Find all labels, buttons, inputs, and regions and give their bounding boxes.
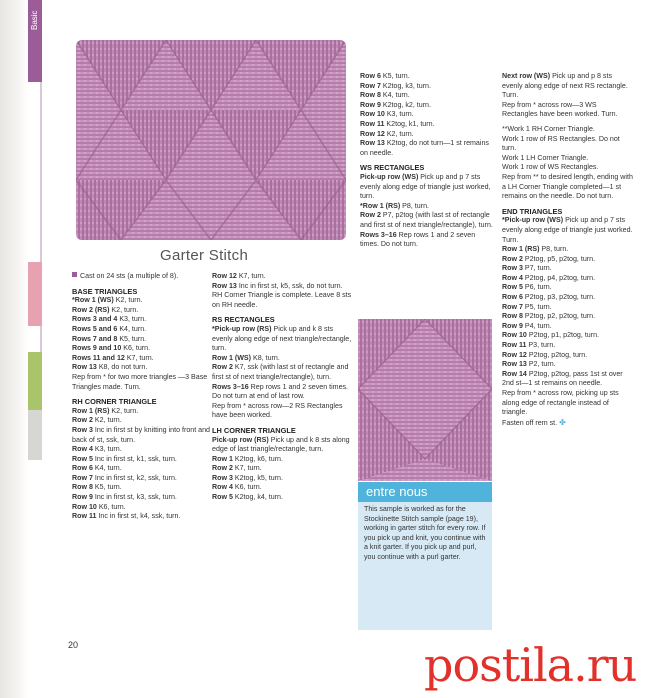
- row-label: Rows 3–16: [212, 382, 249, 391]
- instruction-row: [72, 296, 210, 306]
- instruction-row: [212, 455, 352, 465]
- section-heading: BASE TRIANGLES: [72, 286, 138, 296]
- rs-rectangle-rows: [212, 325, 352, 402]
- entre-nous-box: [358, 482, 492, 630]
- row-label: Rows 3 and 4: [72, 315, 118, 324]
- row-label: Rows 11 and 12: [72, 353, 125, 362]
- instruction-text: Rep from * for two more triangles —3 Base Triangles made. Turn.: [72, 372, 208, 391]
- row-text: P8, turn.: [539, 245, 569, 254]
- row-label: Row 5: [72, 454, 93, 463]
- row-text: K2tog, do not turn—1 st remains on needle.: [360, 139, 489, 157]
- row-label: Row 2: [360, 211, 381, 220]
- instruction-row: [72, 455, 210, 465]
- fasten-off-line: [502, 418, 634, 429]
- row-label: Rows 9 and 10: [72, 344, 122, 353]
- section-heading: RH CORNER TRIANGLE: [72, 397, 157, 407]
- instruction-row: [502, 274, 634, 284]
- section-heading: END TRIANGLES: [502, 206, 563, 216]
- row-text: K7, turn.: [232, 464, 262, 473]
- row-label: Row 3: [212, 473, 233, 482]
- instruction-row: [360, 72, 496, 82]
- row-label: Row 6: [72, 464, 93, 473]
- row-label: Row 7: [360, 81, 381, 90]
- section-heading: WS RECTANGLES: [360, 163, 425, 173]
- instruction-row: [502, 264, 634, 274]
- row-text: Pick up and k 8 sts evenly along edge of next triangle/rectangle, turn.: [212, 324, 352, 353]
- row-label: Row 11: [360, 119, 385, 128]
- watermark: postila.ru: [424, 638, 637, 692]
- row-label: Row 13: [212, 281, 237, 290]
- row-text: P6, turn.: [522, 283, 552, 292]
- instruction-text: Rep from * across row, picking up sts along edge of rectangle instead of triangle.: [502, 389, 619, 417]
- entre-nous-header: [358, 482, 492, 502]
- instruction-row: [72, 426, 210, 445]
- row-label: Row 13: [502, 360, 527, 369]
- instruction-row: [360, 91, 496, 101]
- instruction-row: [212, 354, 352, 364]
- column-3: [360, 72, 496, 250]
- instruction-row: [360, 120, 496, 130]
- instruction-row: [212, 272, 352, 282]
- row-label: Row 5: [502, 283, 523, 292]
- row-text: Rep rows 1 and 2 seven times. Do not turn.: [360, 230, 476, 249]
- instruction-text: Rep from * across row—2 RS Rectangles have been worked.: [212, 401, 343, 420]
- instruction-row: [360, 173, 496, 202]
- cast-on-line: [72, 272, 210, 282]
- instruction-line: Rep from ** to desired length, ending with a LH Corner Triangle completed—1 st remains on the needle. Do not turn.: [502, 172, 633, 201]
- row-text: Pick up and p 8 sts evenly along edge of next RS rectangle. Turn.: [502, 72, 628, 100]
- row-label: *Row 1 (WS): [72, 296, 114, 305]
- instruction-row: [502, 351, 634, 361]
- row-text: K2tog, k3, turn.: [380, 81, 431, 90]
- row-label: Row 2 (RS): [72, 305, 110, 314]
- instruction-row: [502, 370, 634, 389]
- instruction-line: Work 1 LH Corner Triangle.: [502, 153, 589, 162]
- instruction-row: [360, 101, 496, 111]
- row-text: K2tog, k2, turn.: [380, 100, 431, 109]
- row-label: Row 4: [212, 483, 233, 492]
- row-text: P2tog, p2, p2tog, turn.: [522, 312, 596, 321]
- row-label: *Pick-up row (WS): [502, 216, 564, 225]
- instruction-row: [502, 216, 634, 245]
- instruction-row: [360, 211, 496, 230]
- instruction-row: [72, 464, 210, 474]
- row-text: K8, do not turn.: [96, 363, 148, 372]
- section-tab-green: [28, 352, 42, 410]
- row-text: P2tog, p2tog, turn.: [526, 350, 588, 359]
- row-label: Row 10: [360, 110, 385, 119]
- row-label: Row 6: [360, 72, 381, 80]
- instruction-row: [72, 474, 210, 484]
- work-lines: [502, 125, 634, 202]
- row-text: Pick up and p 7 sts evenly along edge of triangle just worked. Turn.: [502, 216, 633, 244]
- instruction-row: [502, 341, 634, 351]
- row-label: Rows 7 and 8: [72, 334, 118, 343]
- row-label: Row 9: [72, 493, 93, 502]
- row-text: K2tog, k6, turn.: [232, 454, 283, 463]
- row-text: K7, ssk (with last st of rectangle and first st of next triangle/rectangle), turn.: [212, 363, 349, 381]
- row-text: P2tog, p2tog, pass 1st st over 2nd st—1 st remains on needle.: [502, 369, 623, 388]
- row-text: P3, turn.: [526, 341, 556, 350]
- row-label: Row 12: [502, 350, 527, 359]
- instruction-row: [502, 312, 634, 322]
- row-label: Row 5: [212, 493, 233, 502]
- row-label: Row 2: [212, 363, 233, 372]
- instruction-row: [502, 303, 634, 313]
- row-label: Row 9: [360, 100, 381, 109]
- row-label: Row 11: [502, 341, 527, 350]
- row-text: K2tog, k5, turn.: [232, 473, 283, 482]
- instruction-line: Work 1 row of RS Rectangles. Do not turn.: [502, 134, 620, 153]
- row-label: Row 13: [360, 139, 385, 148]
- instruction-row: [212, 383, 352, 402]
- row-text: Pick up and p 7 sts evenly along edge of triangle just worked, turn.: [360, 172, 491, 201]
- row-text: K2tog, k1, turn.: [384, 119, 435, 128]
- instruction-line: Work 1 row of WS Rectangles.: [502, 163, 599, 172]
- instruction-row: [72, 363, 210, 373]
- row-label: Row 8: [502, 312, 523, 321]
- garter-swatch-photo: [76, 40, 346, 240]
- instruction-row: [502, 322, 634, 332]
- instruction-row: [72, 315, 210, 325]
- row-label: Row 11: [72, 512, 97, 521]
- row-label: Row 13: [72, 363, 97, 372]
- entre-nous-body: This sample is worked as for the Stockinette Stitch sample (page 19), working in garter stitch for every row. If you pick up and knit, you continue with a knit garter. If you pick up and purl, you continue with a purl garter.: [364, 505, 486, 561]
- row-label: Row 2: [212, 464, 233, 473]
- row-label: Row 1 (WS): [212, 353, 252, 362]
- instruction-row: [360, 202, 496, 212]
- section-tab-label: Basic: [30, 10, 39, 30]
- bullet-square-icon: [72, 272, 77, 277]
- instruction-row: [72, 445, 210, 455]
- row-text: K3, turn.: [117, 315, 147, 324]
- row-label: Row 10: [502, 331, 527, 340]
- row-text: K8, turn.: [251, 353, 280, 362]
- row-text: Inc in first st by knitting into front and back of st, ssk, turn.: [72, 425, 210, 444]
- row-text: K5, turn.: [92, 483, 122, 492]
- instruction-row: [212, 436, 352, 455]
- row-text: Inc in first st, k4, ssk, turn.: [96, 512, 181, 521]
- row-label: Row 2: [502, 254, 523, 263]
- row-text: Inc in first st, k2, ssk, turn.: [92, 473, 177, 482]
- instruction-row: [212, 282, 352, 292]
- instruction-row: [212, 474, 352, 484]
- instruction-row: [360, 231, 496, 250]
- row-text: K2, turn.: [109, 406, 139, 415]
- row-label: Row 6: [502, 293, 523, 302]
- instruction-row: [72, 407, 210, 417]
- row-text: P2tog, p3, p2tog, turn.: [522, 293, 596, 302]
- instruction-row: [72, 344, 210, 354]
- section-heading: RS RECTANGLES: [212, 315, 275, 325]
- row-label: Row 1 (RS): [72, 406, 110, 415]
- row-label: Row 12: [360, 129, 385, 138]
- instruction-row: [72, 325, 210, 335]
- row-label: Row 7: [72, 473, 93, 482]
- lh-corner-rows: [212, 436, 352, 503]
- row-label: Row 1: [212, 454, 233, 463]
- column-2: [212, 272, 352, 503]
- row-text: Pick up and k 8 sts along edge of last triangle/rectangle, turn.: [212, 435, 350, 454]
- row-text: K3, turn.: [92, 445, 122, 454]
- instruction-row: [502, 72, 634, 101]
- instruction-row: [360, 82, 496, 92]
- instruction-row: [502, 293, 634, 303]
- instruction-row: [360, 139, 496, 158]
- instruction-row: [502, 331, 634, 341]
- rh-corner-rows: [72, 407, 210, 522]
- end-ornament-icon: ✤: [559, 417, 566, 427]
- fasten-off-text: Fasten off rem st.: [502, 418, 558, 427]
- row-text: K2, turn.: [109, 305, 139, 314]
- row-text: K6, turn.: [96, 502, 126, 511]
- instruction-row: [212, 464, 352, 474]
- instruction-row: [212, 483, 352, 493]
- row-label: Row 14: [502, 369, 527, 378]
- instruction-row: [72, 416, 210, 426]
- row-label: Row 10: [72, 502, 97, 511]
- row-label: Pick-up row (RS): [212, 435, 269, 444]
- row-text: K2tog, k4, turn.: [232, 493, 283, 502]
- row-text: Inc in first st, k3, ssk, turn.: [92, 493, 177, 502]
- instruction-row: [502, 245, 634, 255]
- row-text: K4, turn.: [92, 464, 122, 473]
- cast-on-text: Cast on 24 sts (a multiple of 8).: [80, 272, 179, 280]
- row-text: K6, turn.: [232, 483, 262, 492]
- garter-closeup-photo: [358, 319, 492, 481]
- row-label: Row 7: [502, 302, 523, 311]
- instruction-row: [502, 360, 634, 370]
- row-text: K5, turn.: [380, 72, 410, 80]
- page-number: 20: [68, 640, 79, 650]
- row-text: P7, turn.: [522, 264, 552, 273]
- row-label: Pick-up row (WS): [360, 172, 419, 181]
- instruction-row: [502, 255, 634, 265]
- row-label: Row 2: [72, 416, 93, 425]
- instruction-row: [212, 325, 352, 354]
- instruction-row: [72, 354, 210, 364]
- row-text: P4, turn.: [522, 321, 552, 330]
- section-tab-pink: [28, 262, 42, 326]
- instruction-row: [360, 130, 496, 140]
- instruction-row: [72, 503, 210, 513]
- row-label: Rows 3–16: [360, 230, 397, 239]
- row-label: *Row 1 (RS): [360, 201, 401, 210]
- ws-rectangle-rows: [360, 173, 496, 250]
- row-label: Row 4: [72, 445, 93, 454]
- row-text: K4, turn.: [380, 91, 410, 100]
- row-text: P2, turn.: [526, 360, 556, 369]
- row-label: Row 3: [502, 264, 523, 273]
- row-text: P2tog, p1, p2tog, turn.: [526, 331, 600, 340]
- instruction-text: RH Corner Triangle is complete. Leave 8 sts on RH needle.: [212, 291, 352, 309]
- row-text: K2, turn.: [92, 416, 122, 425]
- row-text: P5, turn.: [522, 302, 552, 311]
- lh-corner-rows-cont: [360, 72, 496, 158]
- instruction-row: [502, 283, 634, 293]
- row-text: P2tog, p5, p2tog, turn.: [522, 254, 596, 263]
- book-binding: [0, 0, 28, 698]
- row-text: K4, turn.: [117, 324, 147, 333]
- row-text: P7, p2tog (with last st of rectangle and first st of next triangle/rectangle), turn.: [360, 211, 493, 229]
- row-label: Row 3: [72, 425, 93, 434]
- instruction-row: [72, 483, 210, 493]
- row-text: Inc in first st, k1, ssk, turn.: [92, 454, 177, 463]
- row-text: Inc in first st, k5, ssk, do not turn.: [236, 281, 343, 290]
- row-label: Row 1 (RS): [502, 245, 540, 254]
- instruction-text: Rep from * across row—3 WS Rectangles have been worked. Turn.: [502, 100, 618, 119]
- row-text: K6, turn.: [121, 344, 151, 353]
- instruction-line: **Work 1 RH Corner Triangle.: [502, 124, 595, 133]
- row-text: Rep rows 1 and 2 seven times. Do not turn at end of last row.: [212, 382, 349, 401]
- row-text: K7, turn.: [124, 353, 154, 362]
- row-label: Row 9: [502, 321, 523, 330]
- instruction-row: [72, 335, 210, 345]
- page-title: Garter Stitch: [160, 247, 249, 264]
- instruction-row: [212, 363, 352, 382]
- row-text: K7, turn.: [236, 272, 266, 280]
- row-label: *Pick-up row (RS): [212, 324, 272, 333]
- entre-nous-heading: entre nous: [366, 484, 428, 499]
- row-label: Row 8: [360, 91, 381, 100]
- section-tab-grey: [28, 410, 42, 460]
- row-text: K3, turn.: [384, 110, 414, 119]
- instruction-row: [360, 110, 496, 120]
- row-label: Rows 5 and 6: [72, 324, 118, 333]
- instruction-row: [72, 306, 210, 316]
- column-1: [72, 272, 210, 522]
- row-text: K2, turn.: [113, 296, 143, 305]
- row-label: Row 8: [72, 483, 93, 492]
- column-4: [502, 72, 634, 428]
- instruction-row: [72, 493, 210, 503]
- tab-divider: [40, 326, 42, 352]
- row-text: K5, turn.: [117, 334, 147, 343]
- rh-corner-rows-cont: [212, 272, 352, 291]
- row-label: Next row (WS): [502, 72, 551, 80]
- row-text: P8, turn.: [400, 201, 429, 210]
- instruction-row: [212, 493, 352, 503]
- section-heading: LH CORNER TRIANGLE: [212, 425, 296, 435]
- instruction-row: [72, 512, 210, 522]
- row-text: K2, turn.: [384, 129, 414, 138]
- row-text: P2tog, p4, p2tog, turn.: [522, 273, 596, 282]
- row-label: Row 4: [502, 273, 523, 282]
- section-tab-basic: [28, 0, 42, 82]
- tab-divider: [40, 82, 42, 262]
- base-triangle-rows: [72, 296, 210, 373]
- end-triangle-rows: [502, 216, 634, 389]
- row-label: Row 12: [212, 272, 237, 280]
